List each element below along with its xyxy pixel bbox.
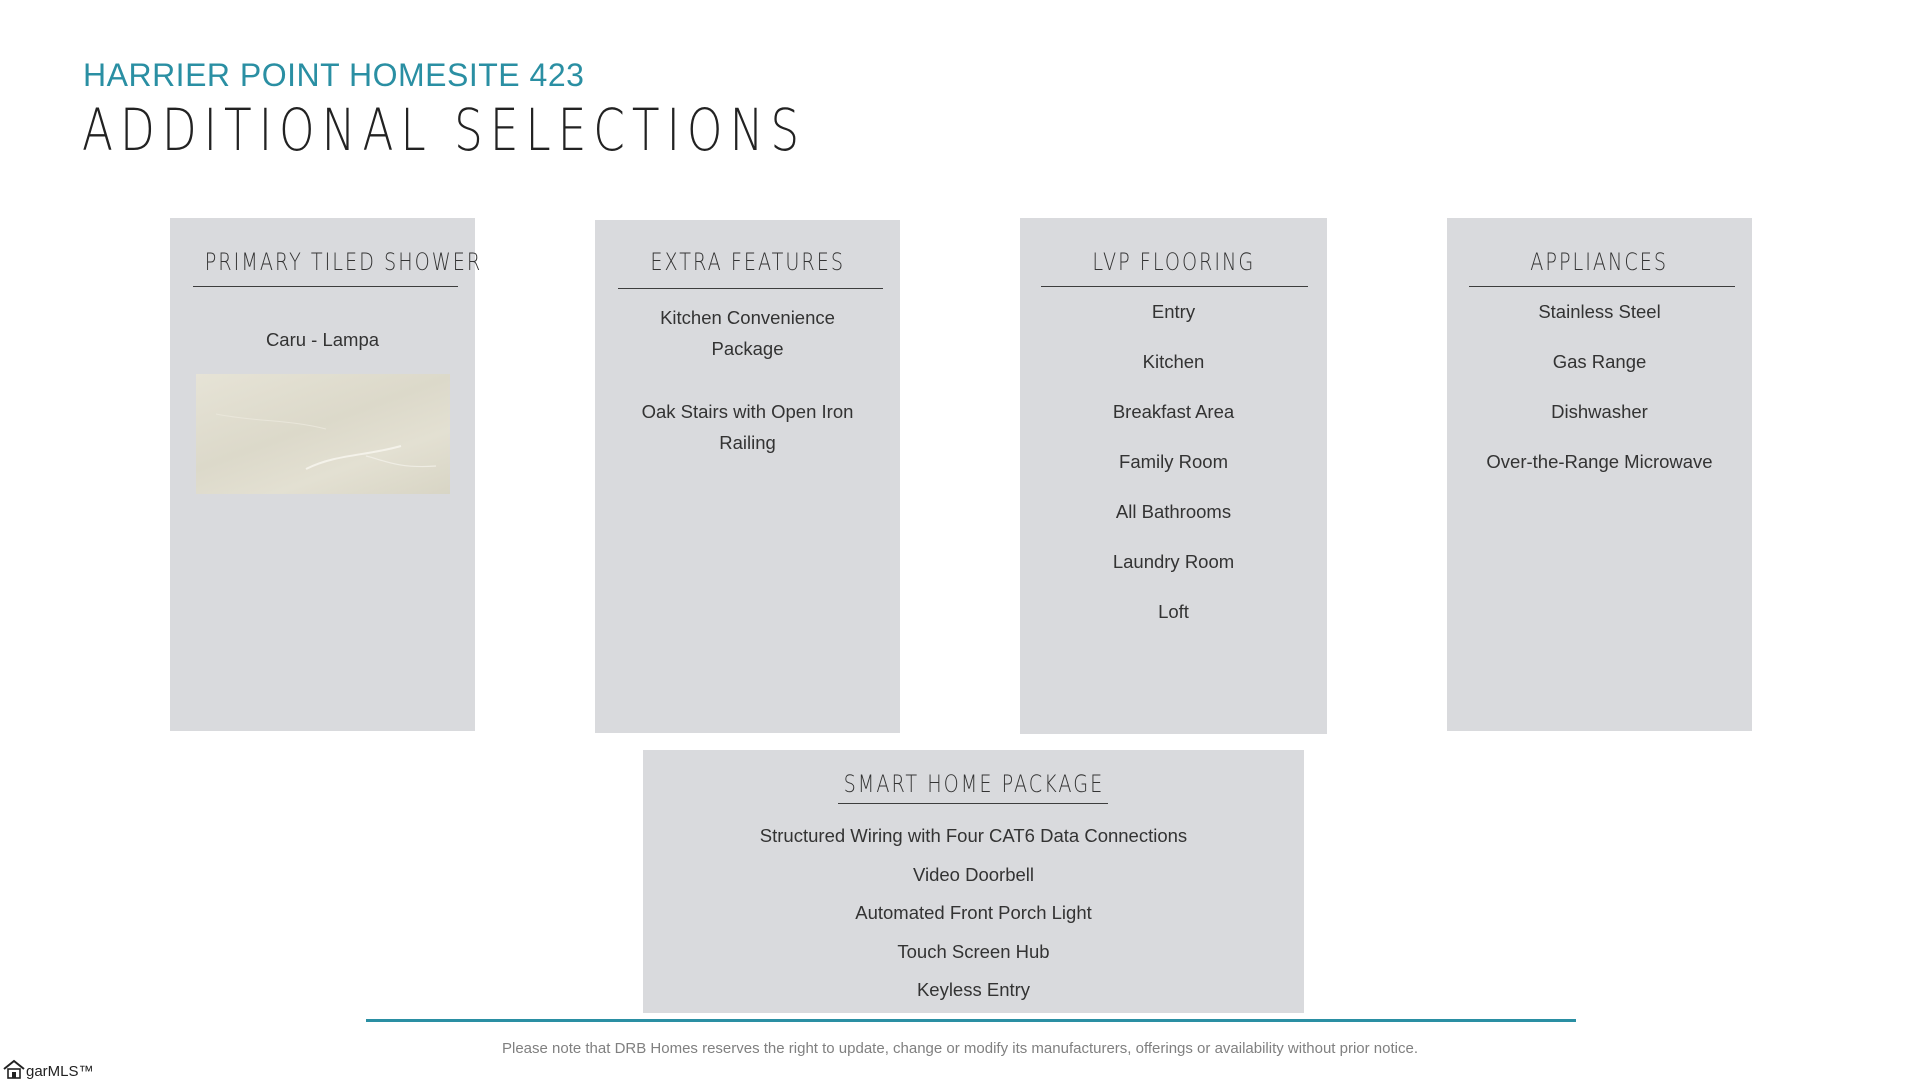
heading-rule [618,288,883,289]
card-primary-tiled-shower [170,218,483,731]
card-appliances [1447,218,1752,731]
list-item: Oak Stairs with Open Iron Railing [641,401,854,453]
list-item: Gas Range [1552,351,1647,372]
card-heading: PRIMARY TILED SHOWER [204,248,483,276]
heading-rule [193,286,458,287]
list-item: Dishwasher [1551,401,1648,422]
list-item: Automated Front Porch Light [855,902,1092,923]
list-item: Stainless Steel [1538,301,1661,322]
card-heading: LVP FLOORING [1092,248,1255,276]
mls-logo-text: garMLS™ [26,1063,94,1080]
card-lvp-flooring [1020,218,1327,734]
list-item: Keyless Entry [916,979,1031,1000]
heading-rule [838,803,1108,804]
heading-rule [1469,286,1735,287]
marble-vein-icon [196,374,450,494]
list-item: Kitchen Convenience Package [660,307,835,359]
list-item: Over-the-Range Microwave [1486,451,1713,472]
card-heading: EXTRA FEATURES [650,248,845,276]
mls-logo [2,1059,94,1080]
page-title: ADDITIONAL SELECTIONS [82,96,807,164]
heading-rule [1041,286,1308,287]
list-item: Structured Wiring with Four CAT6 Data Connections [759,825,1188,846]
tile-sample-image [196,374,450,494]
card-heading: APPLIANCES [1530,248,1669,276]
list-item: Entry [1151,301,1196,322]
homesite-subtitle: HARRIER POINT HOMESITE 423 [83,57,585,93]
footer-divider [366,1019,1576,1022]
list-item: Breakfast Area [1112,401,1235,422]
card-extra-features [595,220,900,733]
disclaimer-text: Please note that DRB Homes reserves the right to update, change or modify its manufacturers, offerings or availability without prior notice. [501,1040,1418,1057]
list-item: Laundry Room [1112,551,1235,572]
card-heading: SMART HOME PACKAGE [843,770,1104,798]
list-item: Touch Screen Hub [897,941,1050,962]
card-smart-home-package [643,750,1304,1013]
list-item: All Bathrooms [1115,501,1232,522]
house-icon [2,1059,26,1079]
list-item: Family Room [1119,451,1228,472]
list-item: Kitchen [1142,351,1205,372]
list-item: Loft [1158,601,1189,622]
list-item: Caru - Lampa [265,329,380,350]
list-item: Video Doorbell [912,864,1035,885]
